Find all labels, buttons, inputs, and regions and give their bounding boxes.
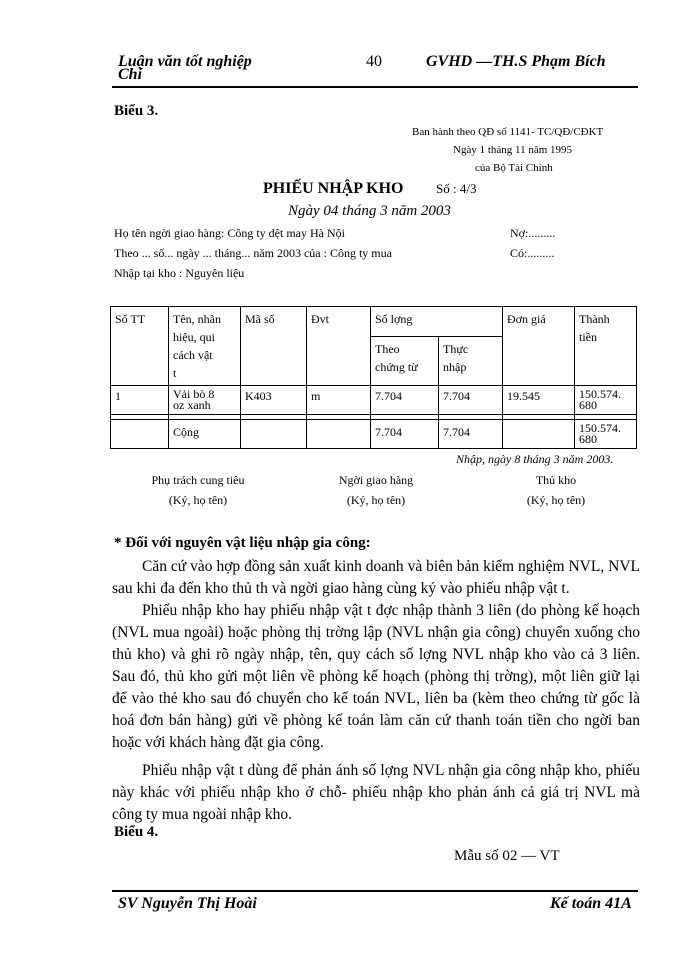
th-name-l4: t (173, 366, 177, 380)
footer-right: Kế toán 41A (550, 895, 632, 912)
signature-purchasing-note: (Ký, họ tên) (168, 493, 228, 507)
table-total-row (111, 420, 637, 449)
total-label: Cộng (169, 420, 241, 449)
decree-line3: của Bộ Tài Chính (475, 162, 553, 174)
bieu3-label: Biểu 3. (114, 103, 159, 119)
header-left-line1: Luận văn tốt nghiệp (118, 53, 252, 70)
form-code: Mẫu số 02 — VT (454, 848, 560, 864)
signature-storekeeper-note: (Ký, họ tên) (526, 493, 586, 507)
th-unit: Đvt (307, 307, 371, 386)
total-qty-actual: 7.704 (439, 420, 503, 449)
th-qty-actual-l1: Thực (443, 342, 469, 356)
th-amount (575, 307, 637, 386)
basis-line: Theo ... số... ngày ... tháng... năm 2003 của : Công ty mua (114, 246, 392, 260)
signature-deliverer-role: Ngời giao hàng (338, 473, 414, 487)
total-amount-l2: 680 (579, 432, 597, 446)
table-header-row (111, 307, 637, 337)
form-date: Ngày 04 tháng 3 năm 2003 (288, 203, 451, 219)
receipt-table (110, 306, 637, 449)
paragraph-3: Phiếu nhập vật t dùng để phản ánh số lợng NVL nhận gia công nhập kho, phiếu này khác với phiếu nhập kho ở chỗ- phiếu nhập kho phản ánh cả giá trị NVL mà công ty mua ngoài nhập kho. (112, 762, 640, 823)
th-amount-l1: Thành (579, 312, 610, 326)
paragraph-1: Căn cứ vào hợp đồng sản xuất kinh doanh và biên bản kiểm nghiệm NVL, NVL sau khi đa đến kho thủ th và ngời giao hàng cùng ký vào phiếu nhập vật t. (112, 558, 640, 597)
credit-line: Có:......... (510, 246, 555, 260)
signature-purchasing-role: Phụ trách cung tiêu (151, 473, 245, 487)
section-heading: * Đối với nguyên vật liệu nhập gia công: (114, 535, 371, 551)
th-price: Đơn giá (503, 307, 575, 386)
total-amount-l1: 150.574. (579, 421, 621, 435)
cell-name-l1: Vải bò 8 (173, 387, 215, 401)
cell-name (169, 386, 241, 415)
deliverer-line: Họ tên ngời giao hàng: Công ty dệt may Hà Nội (114, 226, 345, 240)
warehouse-line: Nhập tại kho : Nguyên liệu (114, 266, 245, 280)
th-qty: Số lợng (371, 307, 503, 337)
signature-deliverer-note: (Ký, họ tên) (346, 493, 406, 507)
form-number: Số : 4/3 (436, 181, 477, 196)
form-title: PHIẾU NHẬP KHO (263, 180, 404, 197)
header-rule (112, 86, 638, 88)
th-name-l1: Tên, nhãn (173, 312, 221, 326)
cell-amount (575, 386, 637, 415)
th-stt: Số TT (111, 307, 169, 386)
footer-left: SV Nguyễn Thị Hoài (118, 895, 257, 912)
cell-code: K403 (241, 386, 307, 415)
signature-purchasing (128, 470, 268, 510)
cell-qty-actual: 7.704 (439, 386, 503, 415)
debit-line: Nợ:......... (510, 226, 556, 240)
paragraph-2: Phiếu nhập kho hay phiếu nhập vật t đợc nhập thành 3 liên (do phòng kế hoạch (NVL mua ngoài) hoặc phòng thị trờng lập (NVL nhận gia công) chuyển xuống cho thủ kho) và ghi rõ ngày nhập, tên, quy cách số lợng NVL nhập kho vào cả 3 liên. Sau đó, thủ kho gửi một liên về phòng kế hoạch (phòng thị trờng), một liên giữ lại để vào thẻ kho sau đó chuyển cho kế toán NVL, liên ba (kèm theo chứng từ gốc là hoá đơn bán hàng) gửi về phòng kế toán làm căn cứ thanh toán tiền cho ngời ban hoặc với khách hàng đặt gia công. (112, 602, 640, 751)
th-name-l3: cách vật (173, 348, 213, 362)
th-qty-actual (439, 337, 503, 386)
table-row (111, 386, 637, 415)
cell-name-l2: oz xanh (173, 398, 211, 412)
cell-stt: 1 (111, 386, 169, 415)
signature-deliverer (306, 470, 446, 510)
total-qty-doc: 7.704 (371, 420, 439, 449)
cell-amount-l2: 680 (579, 398, 597, 412)
bieu4-label: Biểu 4. (114, 824, 159, 840)
signature-storekeeper (486, 470, 626, 510)
cell-amount-l1: 150.574. (579, 387, 621, 401)
cell-unit: m (307, 386, 371, 415)
footer-rule (112, 890, 638, 892)
th-code: Mã số (241, 307, 307, 386)
header-right: GVHD —TH.S Phạm Bích (426, 53, 606, 70)
header-left-line2: Chí (118, 66, 143, 83)
cell-qty-doc: 7.704 (371, 386, 439, 415)
th-qty-doc (371, 337, 439, 386)
decree-line1: Ban hành theo QĐ số 1141- TC/QĐ/CĐKT (412, 126, 604, 138)
page-number: 40 (366, 53, 382, 70)
cell-price: 19.545 (503, 386, 575, 415)
receipt-date: Nhập, ngày 8 tháng 3 năm 2003. (456, 452, 614, 466)
th-name-l2: hiệu, qui (173, 330, 215, 344)
th-qty-actual-l2: nhập (443, 360, 467, 374)
decree-line2: Ngày 1 tháng 11 năm 1995 (453, 144, 573, 156)
th-name (169, 307, 241, 386)
th-qty-doc-l1: Theo (375, 342, 400, 356)
th-amount-l2: tiền (579, 330, 597, 344)
th-qty-doc-l2: chứng từ (375, 360, 418, 374)
total-amount (575, 420, 637, 449)
signature-storekeeper-role: Thủ kho (535, 473, 577, 487)
